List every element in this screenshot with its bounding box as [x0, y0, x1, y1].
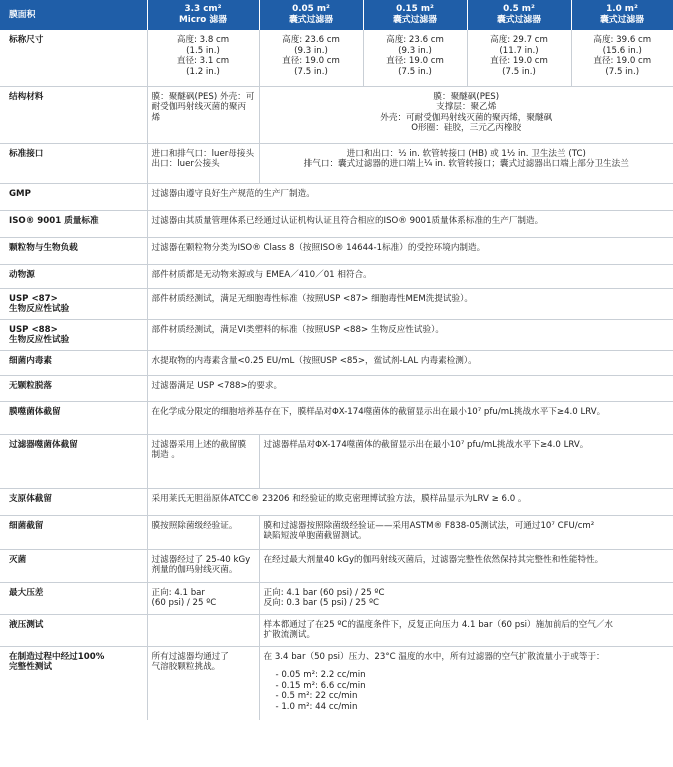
- row-label: 液压测试: [0, 614, 147, 646]
- connections-capsule: 进口和出口：½ in. 软管转接口 (HB) 或 1½ in. 卫生法兰 (TC) 排气口：囊式过滤器的进口端上¼ in. 软管转接口；囊式过滤器出口端上部分卫生法兰: [259, 143, 673, 183]
- row-label: ISO® 9001 质量标准: [0, 210, 147, 237]
- pressure-capsule: 正向: 4.1 bar (60 psi) / 25 ºC 反向: 0.3 bar (5 psi) / 25 ºC: [259, 582, 673, 614]
- row-label: USP <87> 生物反应性试验: [0, 288, 147, 319]
- row-label: 膜噬菌体截留: [0, 401, 147, 434]
- row-phage-filter: [0, 434, 673, 488]
- header-10: 1.0 m² 囊式过滤器: [571, 0, 673, 30]
- row-animal: [0, 264, 673, 288]
- sterilization-capsule: 在经过最大剂量40 kGy的伽玛射线灭菌后，过滤器完整性依然保持其完整性和性能特性。: [259, 549, 673, 582]
- row-endotoxin: [0, 350, 673, 375]
- mycoplasma-text: 采用莱氏无胆甾原体ATCC® 23206 和经验证的欺克密理博试验方法，膜样品显示为LRV ≥ 6.0 。: [147, 488, 673, 515]
- row-label: 在制造过程中经过100% 完整性测试: [9, 651, 105, 673]
- list-item: - 1.0 m²: 44 cc/min: [275, 701, 358, 712]
- row-bacteria: [0, 515, 673, 549]
- row-label: 标称尺寸: [0, 30, 147, 86]
- row-sterilization: [0, 549, 673, 582]
- row-label: 细菌内毒素: [0, 350, 147, 375]
- animal-text: 部件材质都是无动物来源或与 EMEA／410／01 相符合。: [147, 264, 673, 288]
- row-label: 标准接口: [0, 143, 147, 183]
- materials-micro: 膜：聚醚砜(PES) 外壳：可耐受伽玛射线灭菌的聚丙烯: [147, 86, 259, 143]
- list-item: - 0.5 m²: 22 cc/min: [275, 691, 358, 702]
- endotoxin-text: 水提取物的内毒素含量<0.25 EU/mL（按照USP <85>，鲎试剂-LAL 内毒素检测）。: [147, 350, 673, 375]
- row-label: 支原体截留: [0, 488, 147, 515]
- size-cell: 高度: 23.6 cm (9.3 in.) 直径: 19.0 cm (7.5 in.): [259, 30, 363, 86]
- row-label: 最大压差: [0, 582, 147, 614]
- particle-text: 过滤器在颗粒物分类为ISO® Class 8（按照ISO® 14644-1标准）的受控环境内制造。: [147, 237, 673, 264]
- row-connections: [0, 143, 673, 183]
- row-label: 过滤器噬菌体截留: [0, 434, 147, 488]
- header-05: 0.5 m² 囊式过滤器: [467, 0, 571, 30]
- row-usp88: [0, 319, 673, 350]
- header-row: [0, 0, 673, 30]
- materials-capsule: 膜：聚醚砜(PES) 支撑层：聚乙烯 外壳：可耐受伽玛射线灭菌的聚丙烯，聚醚砜 O形圈：硅胶，三元乙丙橡胶: [259, 86, 673, 143]
- row-pressure: [0, 582, 673, 614]
- sterilization-micro: 过滤器经过了 25-40 kGy 剂量的伽玛射线灭菌。: [147, 549, 259, 582]
- phage-filter-micro: 过滤器采用上述的截留膜制造 。: [147, 434, 259, 488]
- phage-filter-capsule: 过滤器样品对ΦX-174噬菌体的截留显示出在最小10⁷ pfu/mL挑战水平下≥4.0 LRV。: [259, 434, 673, 488]
- header-015: 0.15 m² 囊式过滤器: [363, 0, 467, 30]
- integrity-capsule: 在 3.4 bar（50 psi）压力、23°C 温度的水中，所有过滤器的空气扩散流量小于或等于： - 0.05 m²: 2.2 cc/min - 0.15 m²: 6.6 cc/min - 0.5 m²: 22 cc/min - 1.0 m²: 44 cc/min: [259, 646, 673, 720]
- list-item: - 0.15 m²: 6.6 cc/min: [275, 680, 366, 691]
- size-cell: 高度: 23.6 cm (9.3 in.) 直径: 19.0 cm (7.5 in.): [363, 30, 467, 86]
- row-integrity: [0, 646, 673, 720]
- row-materials: [0, 86, 673, 143]
- row-label: 灭菌: [0, 549, 147, 582]
- size-cell: 高度: 39.6 cm (15.6 in.) 直径: 19.0 cm (7.5 in.): [571, 30, 673, 86]
- phage-membrane-text: 在化学成分限定的细胞培养基存在下，膜样品对ΦX-174噬菌体的截留显示出在最小10⁷ pfu/mL挑战水平下≥4.0 LRV。: [147, 401, 673, 434]
- row-label: 无颗粒脱落: [0, 375, 147, 401]
- row-gmp: [0, 183, 673, 210]
- header-membrane-area: 膜面积: [0, 0, 147, 30]
- size-cell: 高度: 3.8 cm (1.5 in.) 直径: 3.1 cm (1.2 in.): [147, 30, 259, 86]
- row-hydraulic: [0, 614, 673, 646]
- row-phage-membrane: [0, 401, 673, 434]
- row-mycoplasma: [0, 488, 673, 515]
- usp87-text: 部件材质经测试，满足无细胞毒性标准（按照USP <87> 细胞毒性MEM洗提试验）。: [147, 288, 673, 319]
- gmp-text: 过滤器由遵守良好生产规范的生产厂制造。: [147, 183, 673, 210]
- row-size: [0, 30, 673, 86]
- hydraulic-capsule: 样本都通过了在25 ºC的温度条件下，反复正向压力 4.1 bar（60 psi）施加前后的空气／水 扩散流测试。: [259, 614, 673, 646]
- pressure-micro: 正向: 4.1 bar (60 psi) / 25 ºC: [147, 582, 259, 614]
- bacteria-capsule: 膜和过滤器按照除菌级经验证——采用ASTM® F838-05测试法，可通过10⁷ CFU/cm² 缺陷短波单胞菌截留测试。: [259, 515, 673, 549]
- row-label: GMP: [0, 183, 147, 210]
- connections-micro: 进口和排气口：luer母接头 出口：luer公接头: [147, 143, 259, 183]
- row-particle: [0, 237, 673, 264]
- integrity-micro: 所有过滤器均通过了 气溶胶颗粒挑战。: [147, 646, 259, 720]
- hydraulic-micro: [147, 614, 259, 646]
- header-micro: 3.3 cm² Micro 滤器: [147, 0, 259, 30]
- header-005: 0.05 m² 囊式过滤器: [259, 0, 363, 30]
- row-iso9001: [0, 210, 673, 237]
- bacteria-micro: 膜按照除菌级经验证。: [147, 515, 259, 549]
- nonfiber-text: 过滤器满足 USP <788>的要求。: [147, 375, 673, 401]
- list-item: - 0.05 m²: 2.2 cc/min: [275, 670, 366, 681]
- row-nonfiber: [0, 375, 673, 401]
- usp88-text: 部件材质经测试，满足VI类塑料的标准（按照USP <88> 生物反应性试验）。: [147, 319, 673, 350]
- row-label: 颗粒物与生物负载: [0, 237, 147, 264]
- iso9001-text: 过滤器由其质量管理体系已经通过认证机构认证且符合相应的ISO® 9001质量体系标准的生产厂制造。: [147, 210, 673, 237]
- row-label: 动物源: [0, 264, 147, 288]
- row-usp87: [0, 288, 673, 319]
- row-label: 结构材料: [0, 86, 147, 143]
- row-label: 细菌截留: [0, 515, 147, 549]
- size-cell: 高度: 29.7 cm (11.7 in.) 直径: 19.0 cm (7.5 in.): [467, 30, 571, 86]
- row-label: USP <88> 生物反应性试验: [0, 319, 147, 350]
